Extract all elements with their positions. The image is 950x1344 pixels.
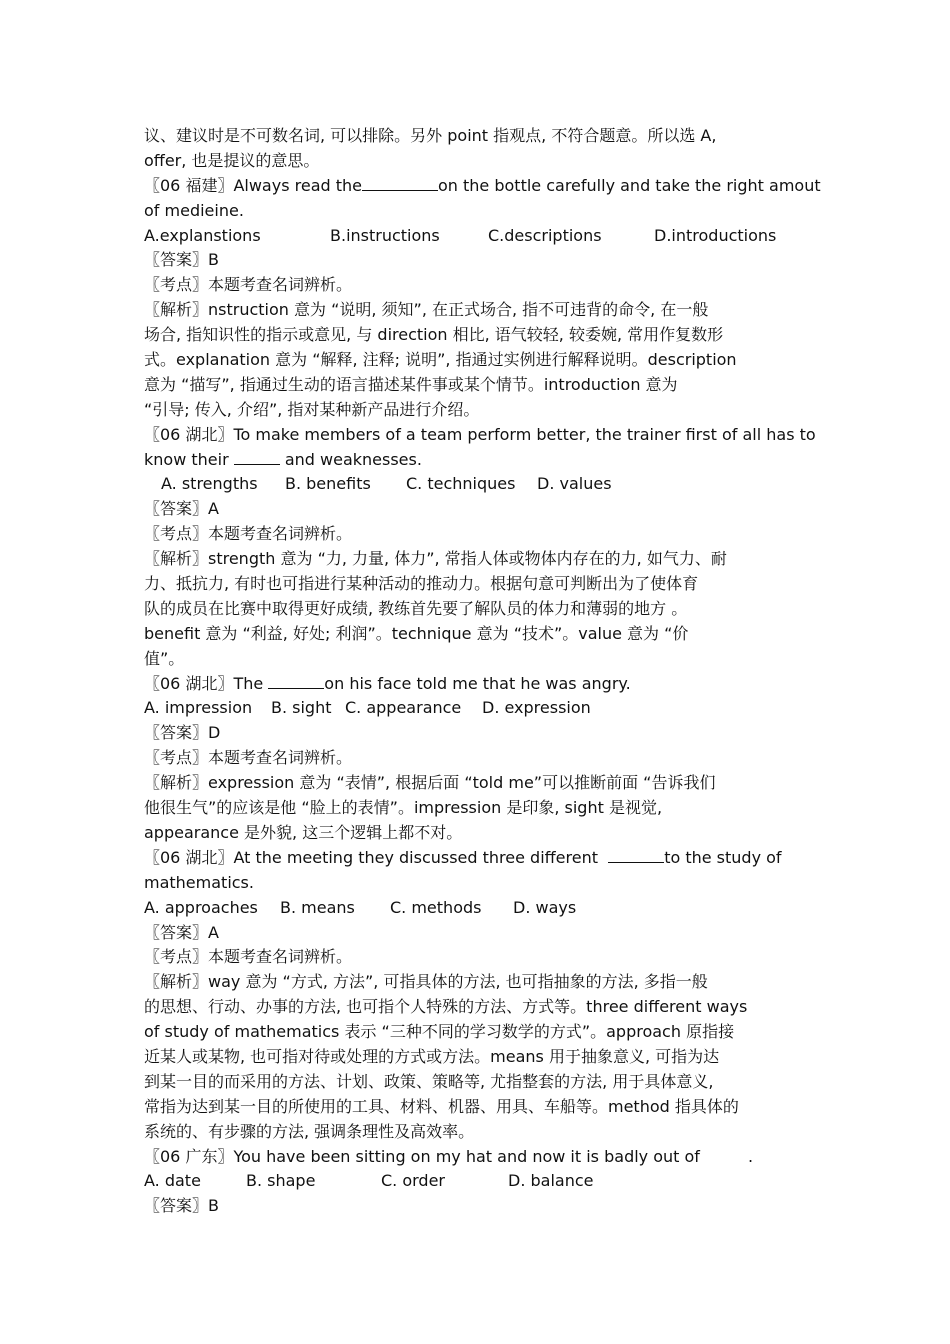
text-line: 式。explanation 意为 “解释, 注释; 说明”, 指通过实例进行解释说明。description: [144, 350, 737, 370]
question-text: [144, 448, 810, 473]
question-fujian: [144, 174, 821, 199]
question-guangdong: [144, 1145, 810, 1170]
option-c: C. appearance: [345, 698, 462, 718]
option-c: C.descriptions: [488, 225, 602, 245]
options-guangdong: [144, 1169, 810, 1194]
answer-line: 〖答案〗B: [144, 250, 219, 270]
topic-line: 〖考点〗本题考查名词辨析。: [144, 748, 353, 768]
option-a: A. date: [144, 1171, 201, 1191]
option-a: A.explanstions: [144, 225, 261, 245]
option-d: D.introductions: [654, 225, 777, 245]
topic-line: 〖考点〗本题考查名词辨析。: [144, 275, 353, 295]
text-line: 值”。: [144, 648, 185, 668]
text-line: of study of mathematics 表示 “三种不同的学习数学的方式”。approach 原指接: [144, 1022, 735, 1042]
option-b: B. benefits: [285, 474, 371, 494]
question-text: 〖06 福建〗Always read the: [144, 175, 362, 195]
text-line: 〖解析〗way 意为 “方式, 方法”, 可指具体的方法, 也可指抽象的方法, 多指一般: [144, 972, 708, 992]
option-c: C. techniques: [406, 474, 516, 494]
text-line: appearance 是外貌, 这三个逻辑上都不对。: [144, 822, 463, 842]
text-line: benefit 意为 “利益, 好处; 利润”。technique 意为 “技术”。value 意为 “价: [144, 623, 689, 643]
question-text: to the study of: [664, 847, 782, 867]
option-b: B.instructions: [330, 225, 440, 245]
document-body: [144, 124, 821, 1219]
answer-line: 〖答案〗A: [144, 499, 219, 519]
answer-line: 〖答案〗B: [144, 1196, 219, 1216]
option-c: C. order: [381, 1171, 446, 1191]
text-line: 系统的、有步骤的方法, 强调条理性及高效率。: [144, 1121, 475, 1141]
text-line: “引导; 传入, 介绍”, 指对某种新产品进行介绍。: [144, 399, 480, 419]
answer-blank: [268, 688, 324, 689]
question-text: .: [747, 1146, 754, 1166]
question-text: 〖06 湖北〗The: [144, 673, 269, 693]
question-hubei-2: [144, 672, 810, 697]
question-text: 〖06 广东〗You have been sitting on my hat and now it is badly out of: [144, 1146, 700, 1166]
answer-blank: [608, 862, 664, 863]
question-text: on the bottle carefully and take the right amout: [438, 175, 821, 195]
option-a: A. strengths: [161, 474, 258, 494]
text-line: 〖解析〗nstruction 意为 “说明, 须知”, 在正式场合, 指不可违背的命令, 在一般: [144, 300, 709, 320]
option-b: B. means: [280, 897, 355, 917]
text-line: 近某人或某物, 也可指对待或处理的方式或方法。means 用于抽象意义, 可指为达: [144, 1046, 720, 1066]
option-c: C. methods: [390, 897, 482, 917]
option-b: B. sight: [271, 698, 332, 718]
option-d: D. ways: [513, 897, 577, 917]
answer-line: 〖答案〗D: [144, 723, 221, 743]
question-text: on his face told me that he was angry.: [324, 673, 631, 693]
option-d: D. balance: [508, 1171, 594, 1191]
topic-line: 〖考点〗本题考查名词辨析。: [144, 947, 353, 967]
answer-blank: [234, 464, 280, 465]
text-line: 场合, 指知识性的指示或意见, 与 direction 相比, 语气较轻, 较委婉, 常用作复数形: [144, 325, 724, 345]
options-fujian: [144, 224, 810, 249]
question-hubei-1: 〖06 湖北〗To make members of a team perform better, the trainer first of all has to: [144, 424, 816, 444]
text-line: 议、建议时是不可数名词, 可以排除。另外 point 指观点, 不符合题意。所以选 A,: [144, 126, 717, 145]
answer-blank: [362, 190, 438, 191]
question-text: 〖06 湖北〗At the meeting they discussed three different: [144, 847, 609, 867]
topic-line: 〖考点〗本题考查名词辨析。: [144, 524, 353, 544]
text-line: 意为 “描写”, 指通过生动的语言描述某件事或某个情节。introduction 意为: [144, 374, 678, 394]
option-a: A. impression: [144, 698, 253, 718]
answer-line: 〖答案〗A: [144, 922, 219, 942]
text-line: 〖解析〗strength 意为 “力, 力量, 体力”, 常指人体或物体内存在的力, 如气力、耐: [144, 549, 727, 569]
text-line: of medieine.: [144, 200, 244, 220]
option-d: D. expression: [482, 698, 591, 718]
question-hubei-3: [144, 846, 810, 871]
text-line: 队的成员在比赛中取得更好成绩, 教练首先要了解队员的体力和薄弱的地方 。: [144, 598, 688, 618]
text-line: offer, 也是提议的意思。: [144, 150, 320, 170]
text-line: 常指为达到某一目的所使用的工具、材料、机器、用具、车船等。method 指具体的: [144, 1096, 739, 1116]
options-hubei-1: [144, 472, 810, 497]
options-hubei-3: [144, 896, 810, 921]
option-d: D. values: [537, 474, 612, 494]
text-line: 他很生气”的应该是他 “脸上的表情”。impression 是印象, sight 是视觉,: [144, 798, 663, 818]
text-line: 到某一目的而采用的方法、计划、政策、策略等, 尤指整套的方法, 用于具体意义,: [144, 1071, 714, 1091]
text-line: 的思想、行动、办事的方法, 也可指个人特殊的方法、方式等。three different ways: [144, 997, 748, 1017]
text-line: 力、抵抗力, 有时也可指进行某种活动的推动力。根据句意可判断出为了使体育: [144, 574, 699, 594]
text-line: 〖解析〗expression 意为 “表情”, 根据后面 “told me”可以推断前面 “告诉我们: [144, 773, 716, 793]
question-text: and weaknesses.: [279, 449, 422, 469]
options-hubei-2: [144, 696, 810, 721]
question-text: know their: [144, 449, 234, 469]
option-a: A. approaches: [144, 897, 258, 917]
text-line: mathematics.: [144, 872, 254, 892]
option-b: B. shape: [246, 1171, 316, 1191]
